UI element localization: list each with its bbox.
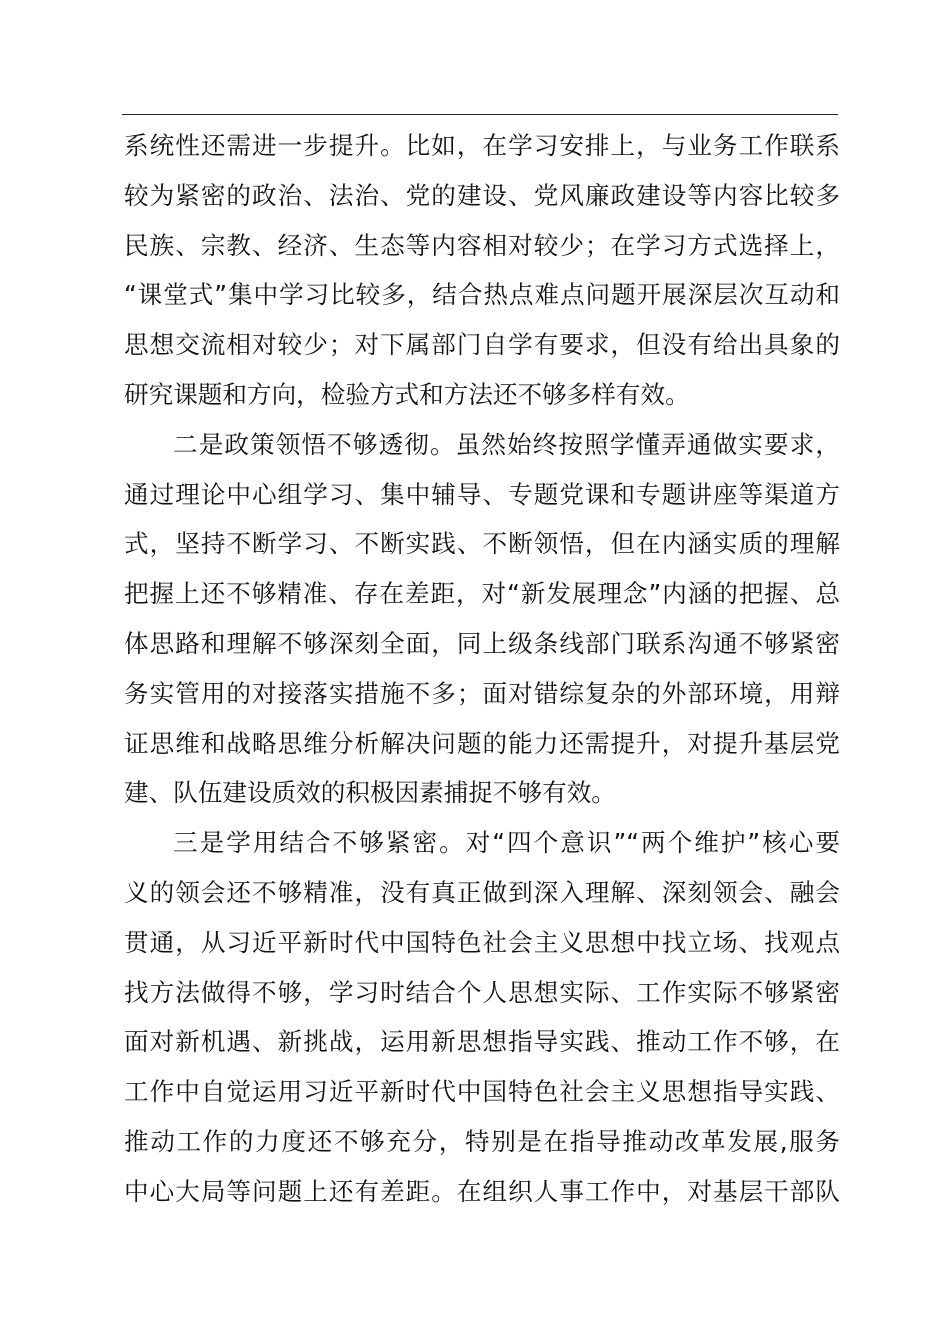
- text-line: 建、队伍建设质效的积极因素捕捉不够有效。: [124, 778, 616, 808]
- text-line: 义的领会还不够精准，没有真正做到深入理解、深刻领会、融会: [124, 877, 840, 907]
- text-line: 研究课题和方向，检验方式和方法还不够多样有效。: [124, 379, 690, 409]
- header-divider: [122, 114, 838, 115]
- text-line: “课堂式”集中学习比较多，结合热点难点问题开展深层次互动和: [124, 280, 840, 310]
- paragraph-heading-line: 三是学用结合不够紧密。对“四个意识”“两个维护”核心要: [173, 828, 840, 858]
- text-line: 系统性还需进一步提升。比如，在学习安排上，与业务工作联系: [124, 131, 840, 160]
- text-line: 面对新机遇、新挑战，运用新思想指导实践、推动工作不够，在: [124, 1027, 840, 1057]
- body-text: [124, 121, 840, 1217]
- text-line: 式，坚持不断学习、不断实践、不断领悟，但在内涵实质的理解: [124, 529, 840, 559]
- text-line: 贯通，从习近平新时代中国特色社会主义思想中找立场、找观点: [124, 927, 840, 957]
- text-line: 证思维和战略思维分析解决问题的能力还需提升，对提升基层党: [124, 728, 840, 758]
- text-line: 中心大局等问题上还有差距。在组织人事工作中，对基层干部队: [124, 1176, 840, 1206]
- text-line: 工作中自觉运用习近平新时代中国特色社会主义思想指导实践、: [124, 1077, 840, 1107]
- paragraph-heading-line: 二是政策领悟不够透彻。虽然始终按照学懂弄通做实要求，: [173, 429, 840, 459]
- text-line: 推动工作的力度还不够充分，特别是在指导推动改革发展,服务: [124, 1126, 840, 1156]
- text-line: 把握上还不够精准、存在差距，对“新发展理念”内涵的把握、总: [124, 579, 840, 609]
- text-line: 民族、宗教、经济、生态等内容相对较少；在学习方式选择上，: [124, 230, 840, 260]
- text-line: 通过理论中心组学习、集中辅导、专题党课和专题讲座等渠道方: [124, 479, 840, 509]
- text-line: 体思路和理解不够深刻全面，同上级条线部门联系沟通不够紧密: [124, 628, 840, 658]
- text-line: 较为紧密的政治、法治、党的建设、党风廉政建设等内容比较多: [124, 180, 840, 210]
- text-line: 找方法做得不够，学习时结合个人思想实际、工作实际不够紧密: [124, 977, 840, 1007]
- text-line: 思想交流相对较少；对下属部门自学有要求，但没有给出具象的: [124, 330, 840, 360]
- text-line: 务实管用的对接落实措施不多；面对错综复杂的外部环境，用辩: [124, 678, 840, 708]
